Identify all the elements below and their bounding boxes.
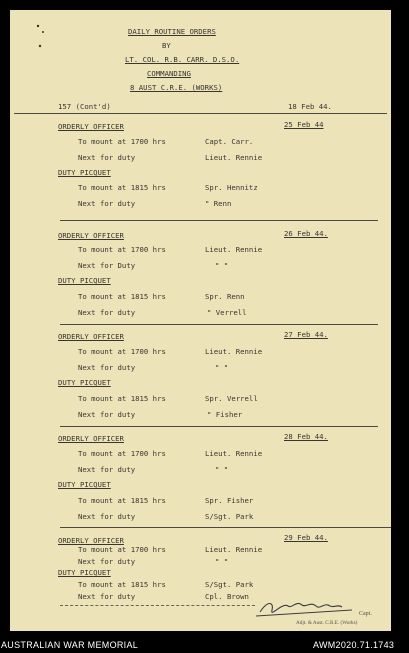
header-by: BY [162,41,171,50]
divider [60,426,378,427]
next-label: Next for duty [78,153,136,162]
duty-picquet-heading: DUTY PICQUET [58,378,111,387]
next-label: Next for duty [78,199,136,208]
dp-next-name: " Renn [205,199,232,208]
section-date: 28 Feb 44. [284,432,328,441]
oo-next-name: Lieut. Rennie [205,153,263,162]
footer-accession-number: AWM2020.71.1743 [313,640,395,650]
order-number: 157 (Cont'd) [58,102,111,111]
dp-next-name: Cpl. Brown [205,592,249,601]
mount-label: To mount at 1700 hrs [78,137,166,146]
oo-next-name: " " [215,363,229,372]
next-label: Next for duty [78,363,136,372]
next-label: Next for duty [78,465,136,474]
oo-next-name: " " [215,557,229,566]
divider [60,527,391,528]
section-date: 29 Feb 44. [284,533,328,542]
mount-label: To mount at 1815 hrs [78,496,166,505]
duty-picquet-heading: DUTY PICQUET [58,480,111,489]
mount-label: To mount at 1815 hrs [78,183,166,192]
orderly-officer-heading: ORDERLY OFFICER [58,536,124,545]
footer-institution: AUSTRALIAN WAR MEMORIAL [1,640,139,650]
duty-picquet-heading: DUTY PICQUET [58,276,111,285]
mount-label: To mount at 1700 hrs [78,245,166,254]
oo-next-name: " " [215,465,229,474]
mount-label: To mount at 1815 hrs [78,292,166,301]
section-date: 27 Feb 44. [284,330,328,339]
document-title: DAILY ROUTINE ORDERS [128,27,216,36]
oo-mount-name: Lieut. Rennie [205,449,263,458]
order-date: 18 Feb 44. [288,102,332,111]
dp-mount-name: Spr. Renn [205,292,245,301]
archive-footer [0,637,409,653]
next-label: Next for duty [78,410,136,419]
orderly-officer-heading: ORDERLY OFFICER [58,122,124,131]
oo-mount-name: Capt. Carr. [205,137,254,146]
mount-label: To mount at 1700 hrs [78,347,166,356]
divider [60,220,378,221]
duty-picquet-heading: DUTY PICQUET [58,168,111,177]
mount-label: To mount at 1815 hrs [78,394,166,403]
header-unit: 8 AUST C.R.E. (WORKS) [130,83,223,92]
oo-next-name: " " [215,261,229,270]
mount-label: To mount at 1815 hrs [78,580,166,589]
signature-rank: Capt. [359,611,372,617]
dp-next-name: " Fisher [207,410,243,419]
orderly-officer-heading: ORDERLY OFFICER [58,434,124,443]
orderly-officer-heading: ORDERLY OFFICER [58,231,124,240]
orderly-officer-heading: ORDERLY OFFICER [58,332,124,341]
dp-next-name: " Verrell [207,308,247,317]
next-label: Next for duty [78,512,136,521]
dashed-divider [60,605,255,607]
next-label: Next for Duty [78,261,136,270]
dp-mount-name: Spr. Hennitz [205,183,258,192]
margin-marks [34,22,48,52]
oo-mount-name: Lieut. Rennie [205,245,263,254]
dp-mount-name: Spr. Verrell [205,394,258,403]
divider [60,324,378,325]
header-commanding: COMMANDING [147,69,191,78]
section-date: 26 Feb 44. [284,229,328,238]
handwritten-signature [254,596,364,620]
section-date: 25 Feb 44 [284,120,324,129]
next-label: Next for duty [78,557,136,566]
mount-label: To mount at 1700 hrs [78,545,166,554]
next-label: Next for duty [78,592,136,601]
signature-appointment: Adjt. & Aust. C.R.E. (Works) [296,620,358,626]
oo-mount-name: Lieut. Rennie [205,545,263,554]
divider [14,113,387,114]
dp-mount-name: S/Sgt. Park [205,580,254,589]
duty-picquet-heading: DUTY PICQUET [58,568,111,577]
next-label: Next for duty [78,308,136,317]
dp-next-name: S/Sgt. Park [205,512,254,521]
mount-label: To mount at 1700 hrs [78,449,166,458]
dp-mount-name: Spr. Fisher [205,496,254,505]
header-officer: LT. COL. R.B. CARR. D.S.O. [125,55,240,64]
document-page [10,10,391,631]
oo-mount-name: Lieut. Rennie [205,347,263,356]
